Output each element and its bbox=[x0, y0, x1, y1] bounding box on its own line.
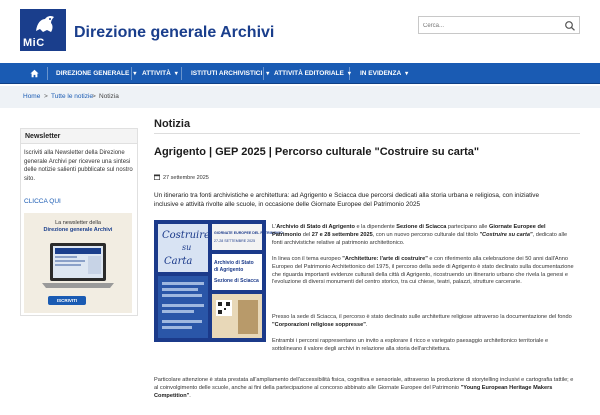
laptop-icon bbox=[40, 237, 116, 299]
poster-dates: 27-28 SETTEMBRE 2025 bbox=[214, 239, 256, 243]
article-title: Agrigento | GEP 2025 | Percorso culturale "Costruire su carta" bbox=[154, 146, 480, 158]
breadcrumb bbox=[0, 86, 600, 108]
promo-line-1: La newsletter della bbox=[55, 220, 101, 226]
home-icon[interactable] bbox=[30, 69, 39, 78]
paragraph-2: In linea con il tema europeo "Architetture: l'arte di costruire" e con riferimento alla celebrazione dei 50 anni dall'Anno Europeo del Patrimonio Architettonico del 1975, il percorso della sede di Agrigento è stato declinato sulla documentazione che riguarda importanti evidenze culturali della città di Agrigento, ricostruendo un itinerario urbano che rivela la genesi e l'evoluzione di diversi monumenti del centro storico, tra cui chiese, teatri, palazzi, strutture carcerarie. bbox=[272, 256, 574, 286]
poster-org-2: di Agrigento bbox=[214, 267, 244, 273]
newsletter-promo-banner[interactable] bbox=[24, 213, 132, 313]
nav-divider bbox=[181, 67, 182, 80]
breadcrumb-separator: > bbox=[92, 93, 96, 100]
site-header bbox=[0, 0, 600, 62]
poster-org-1: Archivio di Stato bbox=[214, 260, 254, 266]
paragraph-4: Entrambi i percorsi rappresentano un invito a esplorare il ricco e variegato paesaggio architettonico territoriale e sottolineano il valore degli archivi in relazione alla storia dell'architettura. bbox=[272, 338, 549, 352]
nav-item-attivita[interactable] bbox=[142, 63, 178, 84]
newsletter-heading: Newsletter bbox=[21, 129, 137, 144]
nav-divider bbox=[263, 67, 264, 80]
nav-label: IN EVIDENZA bbox=[360, 70, 402, 77]
mic-logo[interactable] bbox=[20, 9, 66, 51]
nav-divider bbox=[349, 67, 350, 80]
poster-title-1: Costruire bbox=[162, 230, 210, 241]
section-divider bbox=[154, 133, 580, 134]
nav-item-istituti-archivistici[interactable] bbox=[191, 63, 269, 84]
nav-label: ATTIVITÀ bbox=[142, 70, 171, 77]
search-input[interactable] bbox=[423, 19, 561, 32]
chevron-down-icon: ▾ bbox=[133, 71, 137, 77]
newsletter-signup-link[interactable]: CLICCA QUI bbox=[24, 198, 61, 205]
logo-text: MiC bbox=[23, 37, 45, 49]
poster-gep: GIORNATE EUROPEE DEL PATRIMONIO bbox=[214, 231, 283, 235]
poster-title-3: Carta bbox=[164, 256, 193, 267]
emblem-icon bbox=[33, 13, 57, 35]
chevron-down-icon: ▾ bbox=[347, 71, 351, 77]
breadcrumb-current: Notizia bbox=[99, 93, 119, 100]
chevron-down-icon: ▾ bbox=[405, 71, 409, 77]
event-poster[interactable] bbox=[154, 220, 283, 342]
main-nav bbox=[0, 63, 600, 84]
chevron-down-icon: ▾ bbox=[266, 71, 270, 77]
paragraph-5: Particolare attenzione è stata prestata all'ampliamento dell'accessibilità fisica, cognitiva e sensoriale, attraverso la produzione di storytelling inclusivi e cartografia tattile; e al coinvolgimento delle scuole, anche ai fini della partecipazione al concorso abbinato alle Giornate Europee del Patrimonio "Young European Heritage Makers Competition". bbox=[154, 377, 574, 399]
search-icon[interactable] bbox=[564, 20, 576, 31]
subscribe-button[interactable]: ISCRIVITI bbox=[48, 296, 86, 305]
nav-label: DIREZIONE GENERALE bbox=[56, 70, 130, 77]
breadcrumb-home[interactable]: Home bbox=[23, 93, 41, 100]
nav-divider bbox=[47, 67, 48, 80]
nav-item-in-evidenza[interactable] bbox=[360, 63, 408, 84]
newsletter-widget bbox=[20, 128, 138, 316]
nav-label: ATTIVITÀ EDITORIALE bbox=[274, 70, 344, 77]
poster-org-3: Sezione di Sciacca bbox=[214, 278, 259, 284]
calendar-icon bbox=[154, 174, 160, 180]
section-title: Notizia bbox=[154, 118, 191, 130]
chevron-down-icon: ▾ bbox=[174, 71, 178, 77]
paragraph-1: L'Archivio di Stato di Agrigento e la dipendente Sezione di Sciacca partecipano alle Giornate Europee del Patrimonio del 27 e 28 settembre 2025, con un nuovo percorso culturale dal titolo "Costruire su carta", dedicato alle fonti archivistiche relative al patrimonio architettonico. bbox=[272, 224, 568, 246]
paragraph-3: Presso la sede di Sciacca, il percorso è stato declinato sulle architetture religiose attraverso la documentazione del fondo "Corporazioni religiose soppresse". bbox=[272, 314, 572, 328]
article-lead: Un itinerario tra fonti archivistiche e architettura: ad Agrigento e Sciacca due percorsi dedicati alla storia urbana e religiosa, con iniziative inclusive e attività rivolte alle scuole, in occasione delle Giornate Europee del Patrimonio 2025 bbox=[154, 192, 540, 209]
nav-label: ISTITUTI ARCHIVISTICI bbox=[191, 70, 263, 77]
breadcrumb-separator: > bbox=[44, 93, 48, 100]
nav-item-direzione-generale[interactable] bbox=[56, 63, 136, 84]
search-box[interactable] bbox=[418, 16, 580, 34]
newsletter-description: Iscriviti alla Newsletter della Direzione generale Archivi per ricevere una sintesi delle notizie salienti pubblicate sul nostro sito. bbox=[24, 150, 133, 182]
nav-item-attivita-editoriale[interactable] bbox=[274, 63, 351, 84]
poster-artwork bbox=[154, 220, 283, 342]
nav-divider bbox=[131, 67, 132, 80]
poster-title-2: su bbox=[182, 243, 192, 252]
article-date bbox=[154, 174, 209, 181]
breadcrumb-all-news[interactable]: Tutte le notizie bbox=[51, 93, 94, 100]
date-text: 27 settembre 2025 bbox=[163, 175, 209, 181]
promo-line-2: Direzione generale Archivi bbox=[43, 227, 113, 233]
site-title[interactable]: Direzione generale Archivi bbox=[74, 24, 275, 41]
